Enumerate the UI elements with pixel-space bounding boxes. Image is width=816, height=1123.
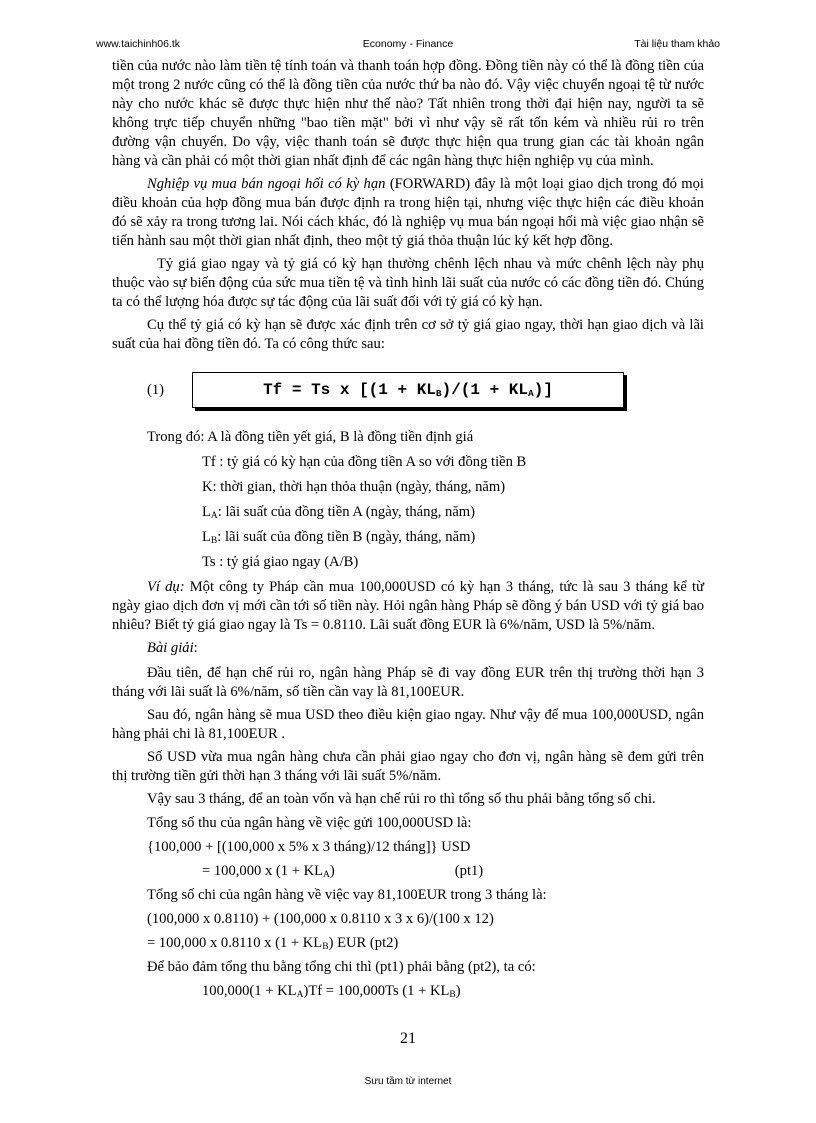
equation-1: {100,000 + [(100,000 x 5% x 3 tháng)/12 tháng]} USD — [147, 839, 471, 855]
definition-la-text: : lãi suất của đồng tiền A (ngày, tháng, năm) — [217, 504, 476, 520]
solution-colon: : — [193, 640, 198, 656]
equation-4-part: = 100,000 x 0.8110 x (1 + KL — [147, 935, 323, 951]
definition-la — [202, 503, 704, 522]
definitions-list — [202, 453, 704, 572]
paragraph-1: tiền của nước nào làm tiền tệ tính toán và thanh toán hợp đồng. Đồng tiền này có thể là đồng tiền của một trong 2 nước cũng có thể là đồng tiền của nước thứ ba nào đó. Vậy việc chuyển ngoại tệ từ nước này cho nước khác sẽ được thực hiện như thế nào? Tất nhiên trong thời đại hiện nay, người ta sẽ không trực tiếp chuyển những "bao tiền mặt" bởi vì như vậy sẽ rất tốn kém và nhiều rủi ro trên đường vận chuyển. Do vậy, việc thanh toán sẽ được thực hiện qua trung gian các tài khoản ngân hàng và cần phải có một thời gian nhất định để các ngân hàng thực hiện nghiệp vụ của mình. — [112, 58, 704, 169]
header-website: www.taichinh06.tk — [96, 38, 181, 50]
footer-text: Sưu tầm từ internet — [364, 1076, 452, 1087]
solution-step-5: Tổng số thu của ngân hàng về việc gửi 100,000USD là: — [147, 815, 472, 831]
page-number: 21 — [400, 1030, 416, 1047]
forward-term: Nghiệp vụ mua bán ngoại hối có kỳ hạn — [147, 176, 386, 192]
equation-5-part: 100,000(1 + KL — [202, 983, 297, 999]
equation-5-part: )Tf = 100,000Ts (1 + KL — [303, 983, 450, 999]
equation-2-sub: A — [323, 870, 330, 880]
solution-label: Bài giải — [147, 640, 194, 656]
solution-step-6: Tổng số chi của ngân hàng về việc vay 81,100EUR trong 3 tháng là: — [147, 887, 547, 903]
equation-5-sub: B — [449, 990, 456, 1000]
equation-5-part: ) — [455, 983, 461, 999]
formula-part: )] — [533, 381, 553, 399]
paragraph-3: Tỷ giá giao ngay và tỷ giá có kỳ hạn thường chênh lệch nhau và mức chênh lệch này phụ thuộc vào sự biến động của sức mua tiền tệ và tình hình lãi suất của nước có các đồng tiền đó. Chúng ta có thể lượng hóa được sự tác động của lãi suất đối với tỷ giá có kỳ hạn. — [112, 256, 704, 310]
definition-ts: Ts : tỷ giá giao ngay (A/B) — [202, 554, 359, 570]
definition-lb-text: : lãi suất của đồng tiền B (ngày, tháng, năm) — [217, 529, 476, 545]
equation-2-part: ) — [329, 863, 335, 879]
formula-sub-b: B — [435, 388, 442, 399]
definition-lb-sub: B — [210, 536, 218, 546]
definition-la-sub: A — [210, 511, 218, 521]
formula-part: )/(1 + KL — [441, 381, 529, 399]
definition-la-symbol: L — [202, 504, 211, 520]
equation-4-sub: B — [322, 942, 329, 952]
paragraph-forward-definition — [112, 175, 704, 251]
equation-5-sub: A — [296, 990, 304, 1000]
equation-2-part: = 100,000 x (1 + KL — [202, 863, 324, 879]
page-body — [112, 57, 704, 1006]
equation-2-tag: (pt1) — [454, 863, 484, 879]
formula-block — [112, 372, 704, 416]
example-paragraph — [112, 578, 704, 635]
formula-sub-a: A — [528, 388, 534, 399]
equation-3: (100,000 x 0.8110) + (100,000 x 0.8110 x 3 x 6)/(100 x 12) — [147, 911, 494, 927]
definition-tf: Tf : tỷ giá có kỳ hạn của đồng tiền A so với đồng tiền B — [202, 454, 527, 470]
formula-part: Tf = Ts x [(1 + KL — [263, 381, 436, 399]
solution-step-4: Vậy sau 3 tháng, để an toàn vốn và hạn chế rủi ro thì tổng số thu phải bằng tổng số chi. — [147, 791, 656, 807]
solution-heading — [147, 639, 704, 658]
forward-definition-text: (FORWARD) đây là một loại giao dịch trong đó mọi điều khoản của hợp đồng mua bán được định ra trong hiện tại, nhưng việc thực hiện các điều khoản đó sẽ xảy ra trong tương lai. Nói cách khác, đó là nghiệp vụ mua bán ngoại hối mà việc giao nhận sẽ tiến hành sau một thời gian nhất định, theo một tỷ giá thỏa thuận lúc ký kết hợp đồng. — [112, 176, 704, 249]
equation-5 — [202, 982, 704, 1001]
formula-box — [192, 372, 624, 408]
solution-step-2: Sau đó, ngân hàng sẽ mua USD theo điều kiện giao ngay. Như vậy để mua 100,000USD, ngân hàng phải chi là 81,100EUR . — [112, 707, 704, 742]
solution-step-1: Đầu tiên, để hạn chế rủi ro, ngân hàng Pháp sẽ đi vay đồng EUR trên thị trường thời hạn 3 tháng với lãi suất là 6%/năm, số tiền cần vay là 81,100EUR. — [112, 665, 704, 700]
solution-step-7: Để bảo đảm tổng thu bằng tổng chi thì (pt1) phải bằng (pt2), ta có: — [147, 959, 536, 975]
equation-4-part: ) EUR (pt2) — [328, 935, 399, 951]
definition-k: K: thời gian, thời hạn thỏa thuận (ngày, tháng, năm) — [202, 479, 506, 495]
example-label: Ví dụ: — [147, 579, 185, 595]
formula-number: (1) — [147, 382, 165, 398]
equation-2 — [202, 862, 704, 881]
definitions-intro: Trong đó: A là đồng tiền yết giá, B là đồng tiền định giá — [147, 429, 474, 445]
definition-lb — [202, 528, 704, 547]
definition-lb-symbol: L — [202, 529, 211, 545]
paragraph-4: Cụ thể tỷ giá có kỳ hạn sẽ được xác định trên cơ sở tỷ giá giao ngay, thời hạn giao dịch và lãi suất của hai đồng tiền đó. Ta có công thức sau: — [112, 317, 704, 352]
header-category: Tài liệu tham khảo — [634, 38, 720, 50]
header-title: Economy - Finance — [362, 38, 454, 50]
example-text: Một công ty Pháp cần mua 100,000USD có kỳ hạn 3 tháng, tức là sau 3 tháng kể từ ngày giao dịch đơn vị mới cần tới số tiền này. Hỏi ngân hàng Pháp sẽ đồng ý bán USD với tỷ giá bao nhiêu? Biết tỷ giá giao ngay là Ts = 0.8110. Lãi suất đồng EUR là 6%/năm, USD là 5%/năm. — [112, 579, 705, 633]
equation-4 — [147, 934, 704, 953]
solution-step-3: Số USD vừa mua ngân hàng chưa cần phải giao ngay cho đơn vị, ngân hàng sẽ đem gửi trên thị trường tiền gửi thời hạn 3 tháng với lãi suất 5%/năm. — [112, 749, 704, 784]
